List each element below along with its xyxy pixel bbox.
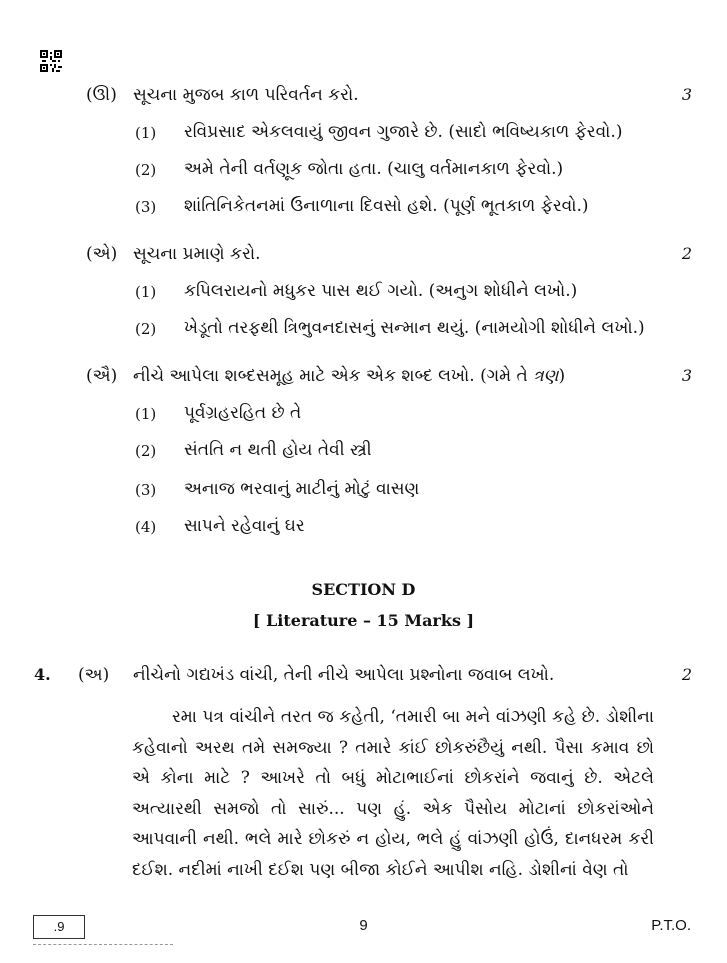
question-instruction: નીચેનો ગદ્યખંડ વાંચી, તેની નીચે આપેલા પ્રશ્નોના જવાબ લખો. (133, 665, 555, 685)
list-item: અનાજ ભરવાનું માટીનું મોટું વાસણ (184, 479, 420, 499)
emphasis-text: ત્રણ (533, 366, 559, 386)
item-number: (3) (135, 198, 157, 216)
question-label: (અ) (78, 665, 110, 685)
item-number: (4) (135, 518, 157, 536)
passage (132, 702, 654, 898)
passage-text: રમા પત્ર વાંચીને તરત જ કહેતી, ‘તમારી બા મને વાંઝણી કહે છે. ડોશીના કહેવાનો અરથ તમે સમજ્યા ? તમારે કાંઈ છોકરુંછૈયું નથી. પૈસા કમાવ છો એ કોના માટે ? આખરે તો બધું મોટાભાઈનાં છોકરાંને જવાનું છે. એટલે અત્યારથી સમજો તો સારું... પણ હું. એક પૈસોય મોટાનાં છોકરાંઓને આપવાની નથી. ભલે મારે છોકરું ન હોય, ભલે હું વાંઝણી હોઉં, દાનધરમ કરી દઈશ. નદીમાં નાખી દઈશ પણ બીજા કોઈને આપીશ નહિ. ડોશીનાં વેણ તો (132, 707, 654, 880)
question-instruction: સૂચના પ્રમાણે કરો. (133, 244, 261, 264)
section-subtitle: [ Literature – 15 Marks ] (252, 611, 475, 630)
item-number: (1) (135, 405, 157, 423)
question-label: (ઐ) (86, 366, 118, 386)
marks: 2 (681, 244, 692, 263)
item-number: (2) (135, 161, 157, 179)
list-item: સંતતિ ન થતી હોય તેવી સ્ત્રી (184, 440, 372, 460)
item-number: (2) (135, 320, 157, 338)
item-number: (1) (135, 124, 157, 142)
list-item: કપિલરાયનો મધુકર પાસ થઈ ગયો. (અનુગ શોધીને લખો.) (184, 281, 578, 301)
question-label: (એ) (86, 244, 118, 264)
question-number: 4. (34, 665, 51, 684)
item-number: (2) (135, 442, 157, 460)
list-item: ખેડૂતો તરફથી ત્રિભુવનદાસનું સન્માન થયું. (નામયોગી શોધીને લખો.) (184, 318, 645, 338)
qr-code-icon (40, 50, 62, 72)
page-number: 9 (359, 917, 368, 934)
list-item: શાંતિનિકેતનમાં ઉનાળાના દિવસો હશે. (પૂર્ણ ભૂતકાળ ફેરવો.) (184, 196, 589, 216)
question-label: (ઊ) (86, 85, 117, 105)
code-box: .9 (33, 915, 85, 939)
divider (33, 944, 173, 945)
item-number: (3) (135, 481, 157, 499)
list-item: રવિપ્રસાદ એકલવાયું જીવન ગુજારે છે. (સાદો ભવિષ્યકાળ ફેરવો.) (184, 122, 623, 142)
marks: 3 (681, 366, 692, 385)
question-instruction: નીચે આપેલા શબ્દસમૂહ માટે એક એક શબ્દ લખો. (ગમે તે ત્રણ) (133, 366, 566, 386)
marks: 3 (681, 85, 692, 104)
pto-label: P.T.O. (651, 917, 691, 934)
list-item: સાપને રહેવાનું ઘર (184, 516, 305, 536)
item-number: (1) (135, 283, 157, 301)
section-title: SECTION D (311, 580, 416, 599)
marks: 2 (681, 665, 692, 684)
list-item: પૂર્વગ્રહરહિત છે તે (184, 403, 302, 423)
question-instruction: સૂચના મુજબ કાળ પરિવર્તન કરો. (133, 85, 359, 105)
list-item: અમે તેની વર્તણૂક જોતા હતા. (ચાલુ વર્તમાનકાળ ફેરવો.) (184, 159, 564, 179)
